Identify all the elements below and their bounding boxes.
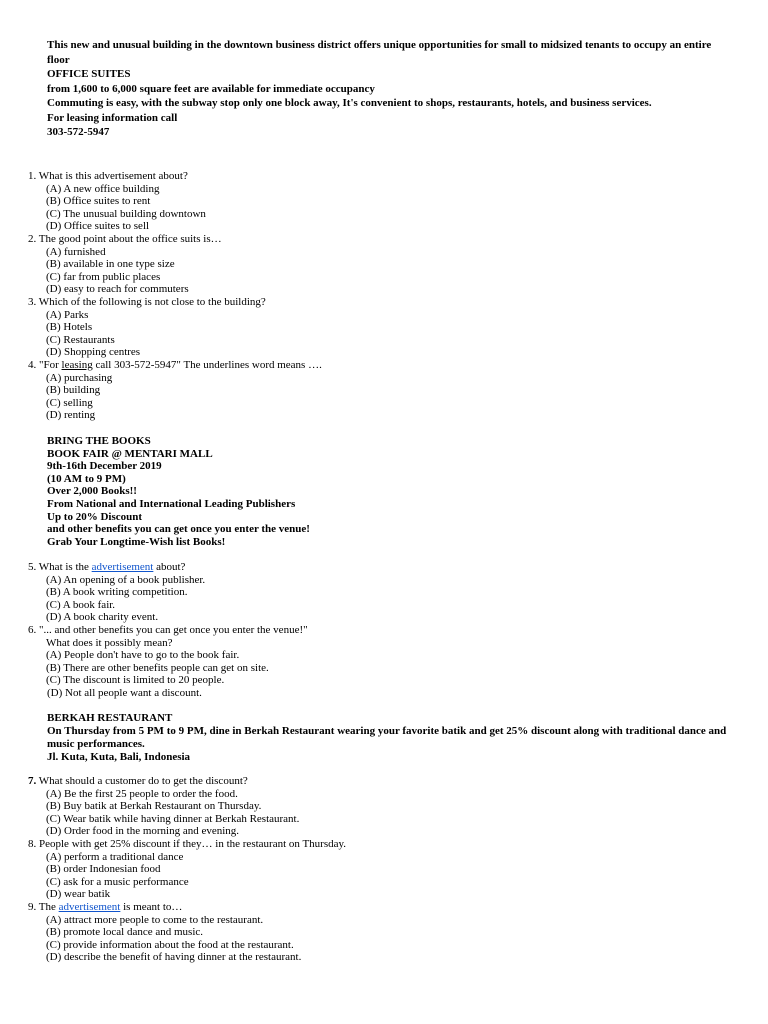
ad2-line-2: BOOK FAIR @ MENTARI MALL [47,447,213,460]
book-fair-advertisement [47,435,727,548]
q7-option-c: (C) Wear batik while having dinner at Berkah Restaurant. [46,812,300,825]
question-8: 8. People with get 25% discount if they… in the restaurant on Thursday. [28,837,347,850]
q5-advertisement-link[interactable]: advertisement [91,561,154,573]
question-7 [28,775,728,788]
q9-text-before: 9. The [28,900,59,913]
q7-option-d: (D) Order food in the morning and evening. [46,825,240,838]
questions-set-2 [28,561,728,700]
question-6: 6. "... and other benefits you can get once you enter the venue!" [28,623,308,636]
q4-option-c: (C) selling [46,396,93,409]
q9-option-c: (C) provide information about the food at the restaurant. [46,938,294,951]
q9-option-a: (A) attract more people to come to the restaurant. [46,913,264,926]
q4-underlined-word: leasing [61,358,93,371]
questions-set-3 [28,775,728,964]
ad1-commute: Commuting is easy, with the subway stop only one block away, It's convenient to shops, restaurants, hotels, and business services. [47,97,652,109]
question-2: 2. The good point about the office suits is… [28,232,222,245]
ad1-phone: 303-572-5947 [47,126,110,138]
ad3-address: Jl. Kuta, Kuta, Bali, Indonesia [47,751,191,763]
ad2-line-7: Up to 20% Discount [47,510,143,523]
q2-option-d: (D) easy to reach for commuters [46,283,189,296]
ad2-line-8: and other benefits you can get once you enter the venue! [47,523,310,536]
q4-text-after: call 303-572-5947" The underlines word means …. [92,358,322,371]
q9-advertisement-link[interactable]: advertisement [58,900,121,913]
q2-option-a: (A) furnished [46,245,106,258]
q6-option-a: (A) People don't have to go to the book fair. [46,649,240,662]
ad2-line-6: From National and International Leading Publishers [47,497,296,510]
q4-option-d: (D) renting [46,409,96,422]
q8-option-c: (C) ask for a music performance [46,875,189,888]
q7-text: What should a customer do to get the discount? [36,775,248,787]
ad1-size: from 1,600 to 6,000 square feet are available for immediate occupancy [47,82,375,95]
questions-set-1 [28,170,728,422]
question-4 [28,359,728,372]
ad3-body: On Thursday from 5 PM to 9 PM, dine in Berkah Restaurant wearing your favorite batik and get 25% discount along with traditional dance and music performances. [47,725,727,750]
q9-option-d: (D) describe the benefit of having dinner at the restaurant. [46,951,302,964]
q8-option-a: (A) perform a traditional dance [46,850,184,863]
question-9 [28,901,728,914]
q1-option-a: (A) A new office building [46,182,160,195]
ad1-intro: This new and unusual building in the downtown business district offers unique opportunities for small to midsized tenants to occupy an entire floor [47,39,712,66]
q1-option-b: (B) Office suites to rent [46,195,151,208]
q6-option-c: (C) The discount is limited to 20 people. [46,674,225,687]
q4-option-b: (B) building [46,384,101,397]
q3-option-a: (A) Parks [46,308,89,321]
q5-text-after: about? [153,561,186,573]
q4-text-before: 4. "For [28,358,62,371]
q5-option-a: (A) An opening of a book publisher. [46,573,206,586]
q5-option-d: (D) A book charity event. [46,611,159,624]
ad1-heading: OFFICE SUITES [47,68,131,80]
q5-text-before: 5. What is the [28,561,92,573]
question-1: 1. What is this advertisement about? [28,170,188,182]
q6-option-d: (D) Not all people want a discount. [47,686,202,699]
ad2-line-9: Grab Your Longtime-Wish list Books! [47,535,226,548]
q7-number: 7. [28,775,37,787]
q3-option-c: (C) Restaurants [46,333,115,346]
question-6-continued: What does it possibly mean? [46,636,173,649]
q1-option-d: (D) Office suites to sell [46,220,150,233]
q6-option-b: (B) There are other benefits people can get on site. [46,661,269,674]
q1-option-c: (C) The unusual building downtown [46,207,206,220]
q4-option-a: (A) purchasing [46,371,113,384]
restaurant-advertisement [47,712,727,764]
q5-option-b: (B) A book writing competition. [46,586,188,599]
q8-option-b: (B) order Indonesian food [46,863,161,876]
office-advertisement [47,38,727,140]
q7-option-a: (A) Be the first 25 people to order the food. [46,787,238,800]
ad2-line-1: BRING THE BOOKS [47,435,151,447]
q8-option-d: (D) wear batik [46,888,111,901]
q9-option-b: (B) promote local dance and music. [46,926,204,939]
ad2-line-5: Over 2,000 Books!! [47,485,137,498]
q7-option-b: (B) Buy batik at Berkah Restaurant on Thursday. [46,800,262,813]
ad2-line-3: 9th-16th December 2019 [47,460,162,473]
ad1-leasing: For leasing information call [47,111,178,124]
question-5 [28,561,728,574]
q5-option-c: (C) A book fair. [46,598,116,611]
q3-option-b: (B) Hotels [46,321,93,334]
q2-option-c: (C) far from public places [46,270,161,283]
ad2-line-4: (10 AM to 9 PM) [47,472,126,485]
question-3: 3. Which of the following is not close to the building? [28,295,266,308]
q2-option-b: (B) available in one type size [46,258,175,271]
q9-text-after: is meant to… [120,900,183,913]
ad3-heading: BERKAH RESTAURANT [47,712,173,724]
q3-option-d: (D) Shopping centres [46,346,141,359]
